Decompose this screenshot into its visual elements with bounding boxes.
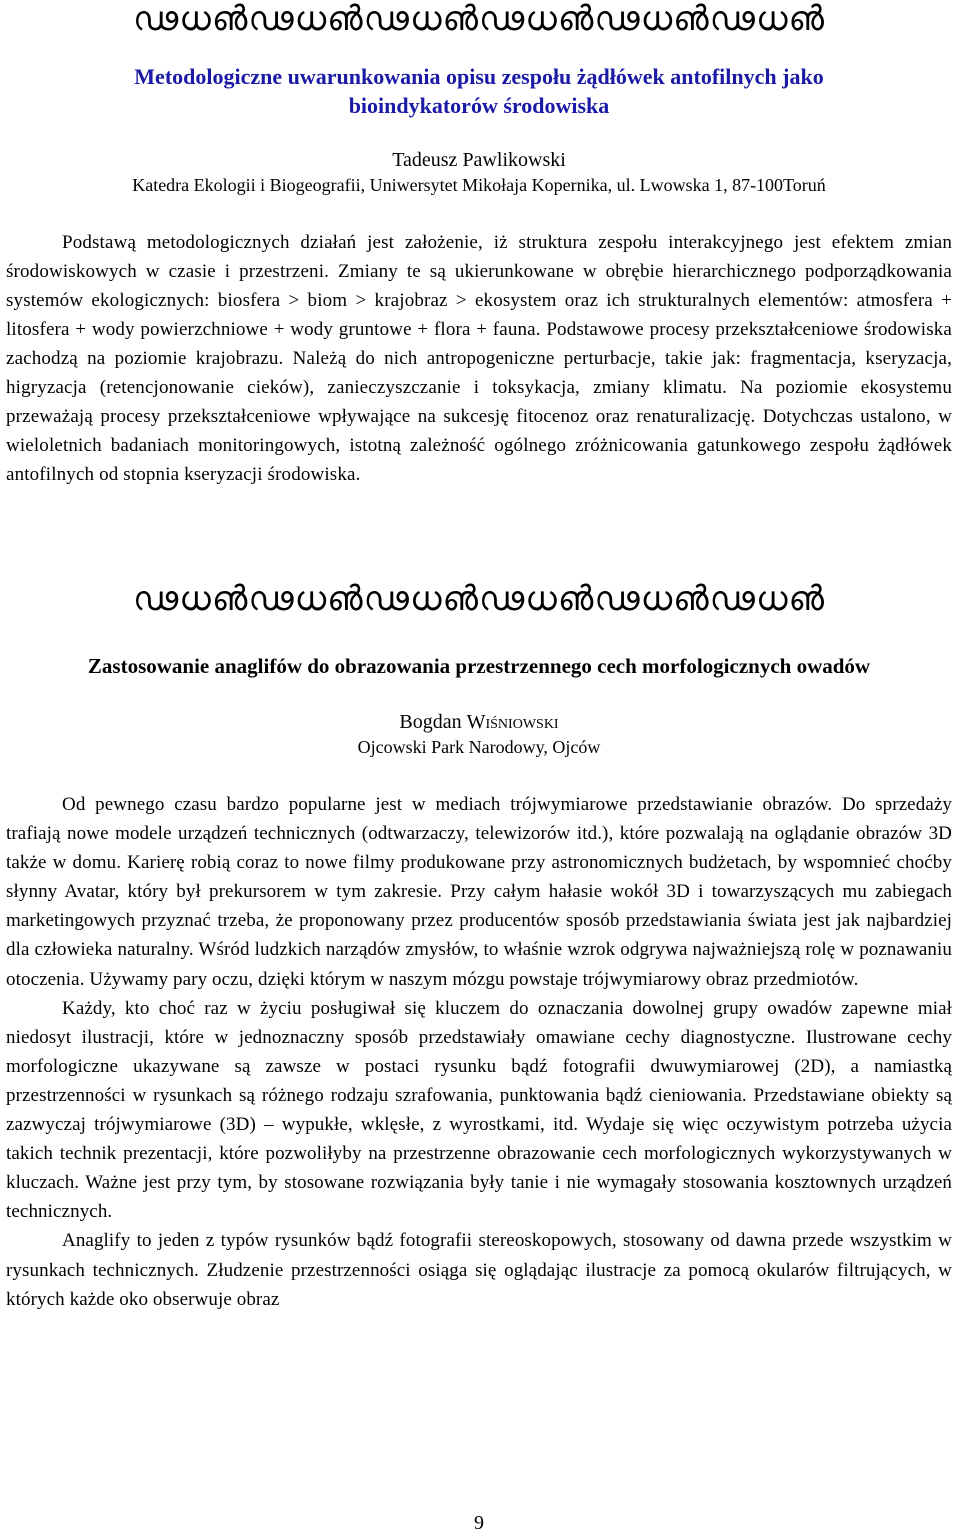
article1-title: Metodologiczne uwarunkowania opisu zespołu żądłówek antofilnych jako bioindykatorów środowiska xyxy=(134,64,824,118)
article2-paragraph-3: Anaglify to jeden z typów rysunków bądź fotografii stereoskopowych, stosowany od dawna przede wszystkim w rysunkach technicznych. Złudzenie przestrzenności osiąga się oglądając ilustracje za pomocą okularów filtrujących, w których każde oko obserwuje obraz xyxy=(6,1230,952,1310)
article2-author-last: Wiśniowski xyxy=(466,711,559,733)
article2-author-first: Bogdan xyxy=(399,711,467,733)
article2-paragraph-1: Od pewnego czasu bardzo popularne jest w mediach trójwymiarowe przedstawianie obrazów. Do sprzedaży trafiają nowe modele urządzeń technicznych (odtwarzaczy, telewizorów itd.), które pozwalają na oglądanie obrazów 3D także w domu. Karierę robią coraz to nowe filmy produkowane przy astronomicznych budżetach, by wspomnieć choćby słynny Avatar, który był prekursorem w tym zakresie. Przy całym hałasie wokół 3D i towarzyszących mu zabiegach marketingowych przyznać trzeba, że proponowany przez producentów sposób przedstawiania świata jest jak najbardziej dla człowieka naturalny. Wśród ludzkich narządów zmysłów, to właśnie wzrok odgrywa najważniejszą rolę w poznawaniu otoczenia. Używamy pary oczu, dzięki którym w naszym mózgu powstaje trójwymiarowy obraz przedmiotów. xyxy=(6,794,952,990)
article1-affiliation: Katedra Ekologii i Biogeografii, Uniwersytet Mikołaja Kopernika, ul. Lwowska 1, 87-100Toruń xyxy=(132,175,826,195)
article2-paragraph-2: Każdy, kto choć raz w życiu posługiwał się kluczem do oznaczania dowolnej grupy owadów zapewne miał niedosyt ilustracji, które w jednoznaczny sposób przedstawiały omawiane cechy diagnostyczne. Ilustrowane cechy morfologiczne ukazywane są zawsze w postaci rysunku bądź fotografii dwuwymiarowej (2D), a namiastką przestrzenności w rysunkach są różnego rodzaju szrafowania, punktowania bądź cieniowania. Przedstawiane obiekty są zazwyczaj trójwymiarowe (3D) – wypukłe, wklęsłe, z wyrostkami, itd. Wydaje się więc oczywistym potrzeba użycia takich technik prezentacji, które pozwoliłyby na przestrzenne obrazowanie cech morfologicznych wykorzystywanych w kluczach. Ważne jest przy tym, by stosowane rozwiązania były tanie i nie wymagały stosowania kosztownych urządzeń technicznych. xyxy=(6,997,952,1223)
middle-ornament-divider: ഢധ൵ഢധ൵ഢധ൵ഢധ൵ഢധ൵ഢധ൵ xyxy=(132,581,825,618)
top-ornament-divider: ഢധ൵ഢധ൵ഢധ൵ഢധ൵ഢധ൵ഢധ൵ xyxy=(132,1,825,38)
article1-abstract xyxy=(6,228,952,489)
article1-author: Tadeusz Pawlikowski xyxy=(392,149,566,171)
page-number: 9 xyxy=(474,1512,484,1534)
article2-author xyxy=(6,710,952,734)
article2-body xyxy=(6,790,952,1314)
article2-affiliation: Ojcowski Park Narodowy, Ojców xyxy=(357,737,601,757)
article2-title: Zastosowanie anaglifów do obrazowania przestrzennego cech morfologicznych owadów xyxy=(87,654,871,678)
article1-abstract-paragraph: Podstawą metodologicznych działań jest założenie, iż struktura zespołu interakcyjnego jest efektem zmian środowiskowych w czasie i przestrzeni. Zmiany te są ukierunkowane w obrębie hierarchicznego podporządkowania systemów ekologicznych: biosfera > biom > krajobraz > ekosystem oraz ich strukturalnych elementów: atmosfera + litosfera + wody powierzchniowe + wody gruntowe + flora + fauna. Podstawowe procesy przekształceniowe środowiska zachodzą na poziomie krajobrazu. Należą do nich antropogeniczne perturbacje, takie jak: fragmentacja, kseryzacja, higryzacja (retencjonowanie cieków), zanieczyszczanie i toksykacja, zmiany klimatu. Na poziomie ekosystemu przeważają procesy przekształceniowe wpływające na sukcesję fitocenoz oraz renaturalizację. Dotychczas ustalono, w wieloletnich badaniach monitoringowych, istotną zależność ogólnego zróżnicowania gatunkowego zespołu żądłówek antofilnych od stopnia kseryzacji środowiska. xyxy=(6,232,952,485)
